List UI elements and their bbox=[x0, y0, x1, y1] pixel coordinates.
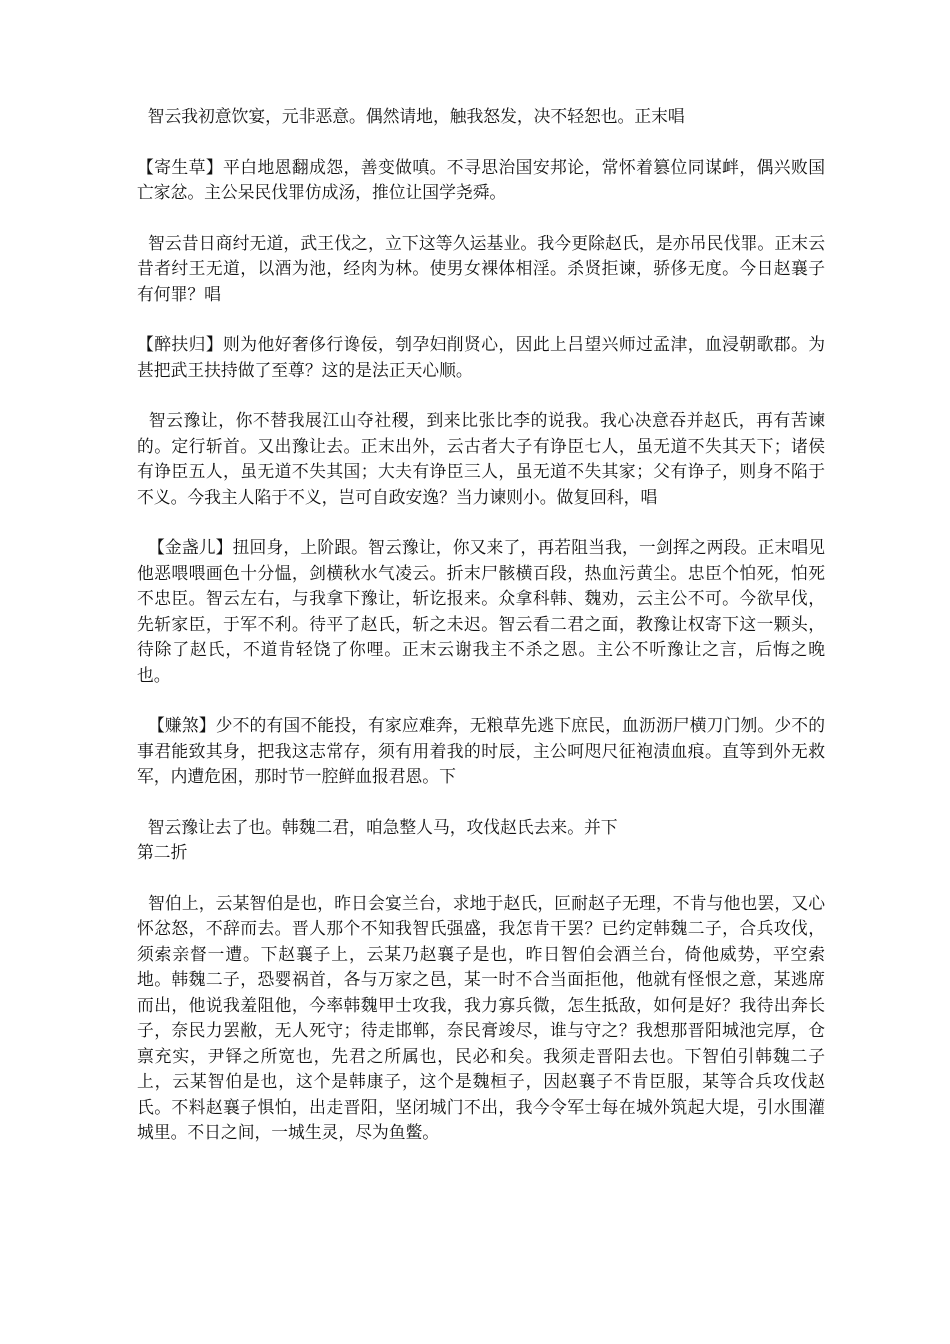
document-body bbox=[137, 104, 825, 1146]
paragraph-second-act: 智伯上，云某智伯是也，昨日会宴兰台，求地于赵氏，叵耐赵子无理，不肯与他也罢，又心怀忿怒，不辞而去。晋人那个不知我智氏强盛，我怎肯干罢？已约定韩魏二子，合兵攻伐，须索亲督一遭。下赵襄子上，云某乃赵襄子是也，昨日智伯会酒兰台，倚他威势，平空索地。韩魏二子，恐婴祸首，各与万家之邑，某一时不合当面拒他，他就有怪恨之意，某逃席而出，他说我羞阻他，今率韩魏甲士攻我，我力寡兵微，怎生抵敌，如何是好？我待出奔长子，奈民力罢敝，无人死守；待走邯郸，奈民膏竣尽，谁与守之？我想那晋阳城池完厚，仓禀充实，尹铎之所宽也，先君之所属也，民必和矣。我须走晋阳去也。下智伯引韩魏二子上，云某智伯是也，这个是韩康子，这个是魏桓子，因赵襄子不肯臣服，某等合兵攻伐赵氏。不料赵襄子惧怕，出走晋阳，坚闭城门不出，我今令军士每在城外筑起大堤，引水围灌城里。不日之间，一城生灵，尽为鱼鳖。 bbox=[137, 892, 825, 1142]
paragraph-zhi-yun-intent: 智云我初意饮宴，元非恶意。偶然请地，触我怒发，决不轻恕也。正末唱 bbox=[137, 106, 685, 126]
paragraph-zhi-yun-yu-rang: 智云豫让，你不替我展江山夺社稷，到来比张比李的说我。我心决意吞并赵氏，再有苦谏的。定行斩首。又出豫让去。正末出外，云古者大子有诤臣七人，虽无道不失其天下；诸侯有诤臣五人，虽无道不失其国；大夫有诤臣三人，虽无道不失其家；父有诤子，则身不陷于不义。今我主人陷于不义，岂可自政安逸？当力谏则小。做复回科，唱 bbox=[137, 410, 825, 507]
section-title: 第二折 bbox=[137, 842, 188, 862]
paragraph-zhuan-sha: 【赚煞】少不的有国不能投，有家应难奔，无粮草先逃下庶民，血沥沥尸横刀门刎。少不的事君能致其身，把我这志常存，须有用着我的时辰，主公呵咫尺征袍渍血痕。直等到外无救军，内遭危困，那时节一腔鲜血报君恩。下 bbox=[137, 715, 825, 786]
paragraph-jin-zhan-er: 【金盏儿】扭回身，上阶跟。智云豫让，你又来了，再若阻当我，一剑挥之两段。正末唱见他恶喂喂画色十分愠，剑横秋水气凌云。折末尸骸横百段，热血污黄尘。忠臣个怕死，怕死不忠臣。智云左右，与我拿下豫让，斩讫报来。众拿科韩、魏劝，云主公不可。今欲早伐，先斩家臣，于军不利。待平了赵氏，斩之未迟。智云看二君之面，教豫让权寄下这一颗头，待除了赵氏，不道肯轻饶了你哩。正末云谢我主不杀之恩。主公不听豫让之言，后悔之晚也。 bbox=[137, 537, 825, 685]
paragraph-zui-fu-gui: 【醉扶归】则为他好奢侈行谗佞，刳孕妇削贤心，因此上吕望兴师过孟津，血浸朝歌郡。为甚把武王扶持做了至尊？这的是法正天心顺。 bbox=[137, 334, 825, 380]
paragraph-zhi-yun-departure: 智云豫让去了也。韩魏二君，咱急整人马，攻伐赵氏去来。并下 bbox=[137, 816, 618, 837]
paragraph-ji-sheng-cao: 【寄生草】平白地恩翻成怨，善变做嗔。不寻思治国安邦论，常怀着篡位同谋衅，偶兴败国亡家忿。主公呆民伐罪仿成汤，推位让国学尧舜。 bbox=[137, 156, 825, 202]
paragraph-zhi-yun-shang-zhou: 智云昔日商纣无道，武王伐之，立下这等久运基业。我今更除赵氏，是亦吊民伐罪。正末云昔者纣王无道，以酒为池，经肉为林。使男女裸体相淫。杀贤拒谏，骄侈无度。今日赵襄子有何罪？唱 bbox=[137, 232, 825, 304]
